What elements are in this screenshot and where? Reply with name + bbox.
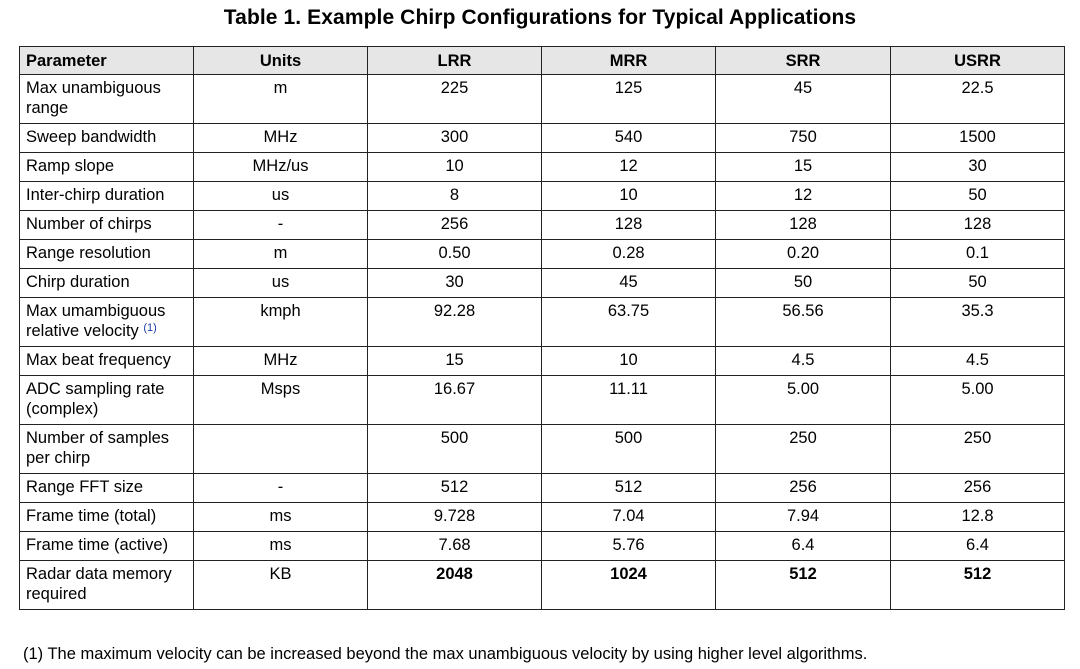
cell-mrr: 540: [542, 124, 716, 153]
cell-srr: 256: [716, 474, 891, 503]
cell-usrr: 6.4: [891, 532, 1065, 561]
cell-mrr: 128: [542, 211, 716, 240]
cell-parameter: [20, 153, 194, 182]
cell-srr: 56.56: [716, 298, 891, 347]
cell-mrr: 11.11: [542, 376, 716, 425]
cell-lrr: 30: [368, 269, 542, 298]
chirp-config-table: [19, 46, 1065, 610]
parameter-label: Radar data memory required: [26, 565, 172, 603]
cell-units: MHz: [194, 347, 368, 376]
table-row: [20, 211, 1065, 240]
header-mrr: MRR: [542, 47, 716, 75]
cell-usrr: 4.5: [891, 347, 1065, 376]
cell-units: [194, 425, 368, 474]
cell-units: Msps: [194, 376, 368, 425]
cell-units: us: [194, 182, 368, 211]
cell-parameter: [20, 503, 194, 532]
parameter-label: Frame time (active): [26, 536, 169, 554]
parameter-label: Number of chirps: [26, 215, 152, 233]
parameter-label: Number of samples per chirp: [26, 429, 170, 467]
cell-lrr: 9.728: [368, 503, 542, 532]
cell-mrr: 512: [542, 474, 716, 503]
cell-usrr: 50: [891, 269, 1065, 298]
cell-parameter: [20, 124, 194, 153]
cell-usrr: 30: [891, 153, 1065, 182]
cell-mrr: 7.04: [542, 503, 716, 532]
cell-parameter: [20, 425, 194, 474]
cell-mrr: 0.28: [542, 240, 716, 269]
cell-lrr: 10: [368, 153, 542, 182]
table-row: [20, 182, 1065, 211]
table-row: [20, 561, 1065, 610]
table-row: [20, 75, 1065, 124]
cell-lrr: 16.67: [368, 376, 542, 425]
cell-srr: 5.00: [716, 376, 891, 425]
cell-srr: 4.5: [716, 347, 891, 376]
header-srr: SRR: [716, 47, 891, 75]
cell-parameter: [20, 532, 194, 561]
cell-mrr: 125: [542, 75, 716, 124]
cell-usrr: 256: [891, 474, 1065, 503]
cell-units: us: [194, 269, 368, 298]
cell-srr: 750: [716, 124, 891, 153]
cell-usrr: 250: [891, 425, 1065, 474]
table-row: [20, 425, 1065, 474]
cell-units: MHz/us: [194, 153, 368, 182]
table-title: Table 1. Example Chirp Configurations for Typical Applications: [223, 6, 857, 29]
cell-parameter: [20, 376, 194, 425]
cell-parameter: [20, 298, 194, 347]
cell-usrr: 5.00: [891, 376, 1065, 425]
cell-lrr: 15: [368, 347, 542, 376]
cell-lrr: 2048: [368, 561, 542, 610]
table-row: [20, 376, 1065, 425]
cell-parameter: [20, 211, 194, 240]
cell-parameter: [20, 561, 194, 610]
footnote-reference[interactable]: (1): [143, 322, 157, 334]
parameter-label: Max unambiguous range: [26, 79, 161, 117]
cell-usrr: 512: [891, 561, 1065, 610]
cell-units: MHz: [194, 124, 368, 153]
cell-lrr: 300: [368, 124, 542, 153]
table-row: [20, 298, 1065, 347]
parameter-label: Max umambiguous relative velocity: [26, 302, 166, 340]
cell-usrr: 50: [891, 182, 1065, 211]
cell-srr: 0.20: [716, 240, 891, 269]
cell-usrr: 0.1: [891, 240, 1065, 269]
parameter-label: Frame time (total): [26, 507, 157, 525]
cell-parameter: [20, 347, 194, 376]
parameter-label: Max beat frequency: [26, 351, 171, 369]
parameter-label: Inter-chirp duration: [26, 186, 165, 204]
table-row: [20, 240, 1065, 269]
cell-mrr: 10: [542, 182, 716, 211]
cell-usrr: 22.5: [891, 75, 1065, 124]
cell-srr: 128: [716, 211, 891, 240]
cell-parameter: [20, 474, 194, 503]
cell-units: kmph: [194, 298, 368, 347]
header-usrr: USRR: [891, 47, 1065, 75]
parameter-label: Range resolution: [26, 244, 151, 262]
parameter-label: Ramp slope: [26, 157, 115, 175]
cell-units: -: [194, 211, 368, 240]
cell-srr: 250: [716, 425, 891, 474]
cell-srr: 12: [716, 182, 891, 211]
cell-lrr: 7.68: [368, 532, 542, 561]
cell-srr: 512: [716, 561, 891, 610]
parameter-label: Range FFT size: [26, 478, 144, 496]
table-row: [20, 474, 1065, 503]
cell-mrr: 500: [542, 425, 716, 474]
cell-parameter: [20, 75, 194, 124]
cell-lrr: 225: [368, 75, 542, 124]
cell-units: ms: [194, 532, 368, 561]
footnote: (1) The maximum velocity can be increased beyond the max unambiguous velocity by using higher level algorithms.: [23, 645, 868, 663]
header-lrr: LRR: [368, 47, 542, 75]
cell-units: -: [194, 474, 368, 503]
cell-units: KB: [194, 561, 368, 610]
cell-parameter: [20, 182, 194, 211]
parameter-label: ADC sampling rate (complex): [26, 380, 165, 418]
header-row: [20, 47, 1065, 75]
table-row: [20, 503, 1065, 532]
cell-usrr: 128: [891, 211, 1065, 240]
cell-mrr: 45: [542, 269, 716, 298]
cell-lrr: 512: [368, 474, 542, 503]
cell-parameter: [20, 240, 194, 269]
cell-mrr: 1024: [542, 561, 716, 610]
parameter-label: Chirp duration: [26, 273, 130, 291]
cell-mrr: 63.75: [542, 298, 716, 347]
cell-lrr: 92.28: [368, 298, 542, 347]
table-row: [20, 153, 1065, 182]
cell-srr: 6.4: [716, 532, 891, 561]
cell-srr: 50: [716, 269, 891, 298]
table-row: [20, 269, 1065, 298]
cell-lrr: 256: [368, 211, 542, 240]
cell-usrr: 12.8: [891, 503, 1065, 532]
table-row: [20, 347, 1065, 376]
cell-units: m: [194, 75, 368, 124]
parameter-label: Sweep bandwidth: [26, 128, 157, 146]
cell-units: m: [194, 240, 368, 269]
cell-lrr: 8: [368, 182, 542, 211]
cell-mrr: 12: [542, 153, 716, 182]
cell-lrr: 0.50: [368, 240, 542, 269]
header-parameter: Parameter: [20, 47, 194, 75]
cell-srr: 45: [716, 75, 891, 124]
cell-lrr: 500: [368, 425, 542, 474]
cell-usrr: 1500: [891, 124, 1065, 153]
cell-mrr: 10: [542, 347, 716, 376]
cell-srr: 15: [716, 153, 891, 182]
cell-units: ms: [194, 503, 368, 532]
cell-usrr: 35.3: [891, 298, 1065, 347]
cell-srr: 7.94: [716, 503, 891, 532]
cell-parameter: [20, 269, 194, 298]
table-row: [20, 124, 1065, 153]
cell-mrr: 5.76: [542, 532, 716, 561]
header-units: Units: [194, 47, 368, 75]
table-row: [20, 532, 1065, 561]
